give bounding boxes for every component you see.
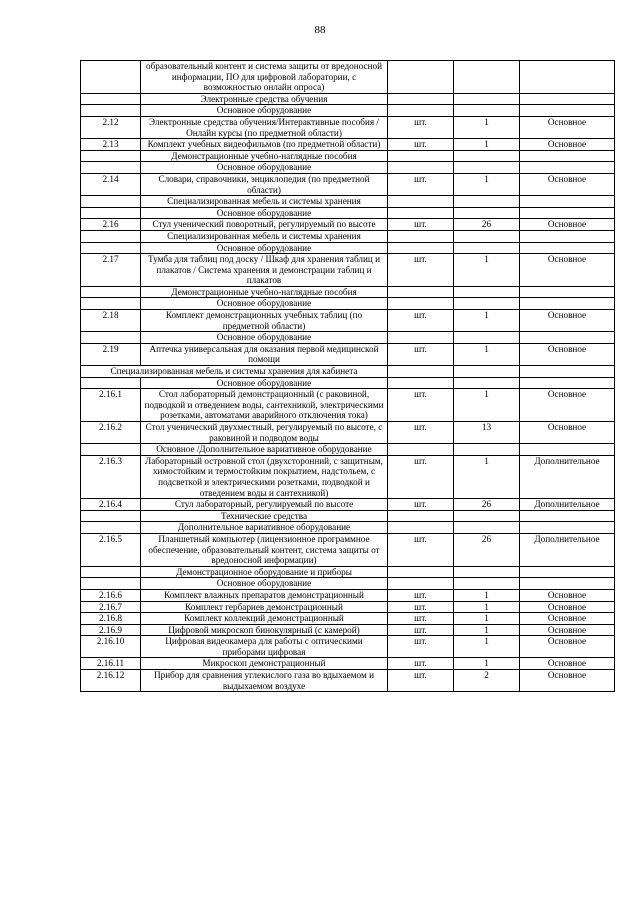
table-row: [81, 613, 615, 625]
section-blank-cell: [81, 207, 141, 219]
section-row: [81, 522, 615, 534]
section-blank-cell: [520, 332, 615, 344]
item-type: Основное: [520, 173, 615, 195]
section-blank-cell: [81, 162, 141, 174]
item-type: Основное: [520, 636, 615, 658]
section-blank-cell: [520, 566, 615, 578]
section-blank-cell: [81, 93, 141, 105]
table-row: [81, 422, 615, 444]
item-name: Цифровая видеокамера для работы с оптическими приборами цифровая: [141, 636, 388, 658]
section-blank-cell: [520, 510, 615, 522]
item-quantity: 1: [454, 624, 520, 636]
item-type: Основное: [520, 613, 615, 625]
section-blank-cell: [388, 93, 454, 105]
item-unit: шт.: [388, 139, 454, 151]
section-blank-cell: [454, 286, 520, 298]
section-blank-cell: [454, 150, 520, 162]
item-unit: шт.: [388, 624, 454, 636]
section-blank-cell: [520, 150, 615, 162]
item-name: Комплект влажных препаратов демонстрационный: [141, 589, 388, 601]
item-type: [520, 61, 615, 94]
table-row: [81, 499, 615, 511]
item-unit: шт.: [388, 422, 454, 444]
item-name: Стол лабораторный демонстрационный (с раковиной, подводкой и отведением воды, сантехникой, электрическими розетками, автоматами аварийного отключения тока): [141, 389, 388, 422]
item-quantity: 1: [454, 455, 520, 498]
section-row: [81, 93, 615, 105]
section-blank-cell: [388, 566, 454, 578]
section-blank-cell: [388, 162, 454, 174]
section-blank-cell: [454, 196, 520, 208]
item-name: Комплект коллекций демонстрационный: [141, 613, 388, 625]
section-blank-cell: [388, 366, 454, 378]
item-unit: шт.: [388, 613, 454, 625]
section-blank-cell: [454, 105, 520, 117]
table-row: [81, 343, 615, 365]
section-blank-cell: [81, 230, 141, 242]
item-name: Стул ученический поворотный, регулируемый по высоте: [141, 219, 388, 231]
item-unit: шт.: [388, 499, 454, 511]
section-blank-cell: [388, 332, 454, 344]
section-blank-cell: [520, 298, 615, 310]
row-number: 2.17: [81, 254, 141, 287]
item-name: образовательный контент и система защиты от вредоносной информации, ПО для цифровой лаборатории, с возможностью онлайн опроса): [141, 61, 388, 94]
section-blank-cell: [388, 150, 454, 162]
section-blank-cell: [81, 196, 141, 208]
section-heading: Технические средства: [141, 510, 388, 522]
item-unit: шт.: [388, 636, 454, 658]
row-number: 2.16.10: [81, 636, 141, 658]
section-row: [81, 510, 615, 522]
section-row: [81, 578, 615, 590]
section-blank-cell: [520, 242, 615, 254]
item-type: Основное: [520, 624, 615, 636]
section-heading: Специализированная мебель и системы хранения: [141, 230, 388, 242]
section-row: [81, 230, 615, 242]
item-name: Стол ученический двухместный, регулируемый по высоте, с раковиной и подводом воды: [141, 422, 388, 444]
section-row: [81, 566, 615, 578]
section-blank-cell: [520, 93, 615, 105]
row-number: 2.14: [81, 173, 141, 195]
section-blank-cell: [454, 242, 520, 254]
item-quantity: 1: [454, 589, 520, 601]
section-heading: Демонстрационные учебно-наглядные пособия: [141, 286, 388, 298]
table-row: [81, 533, 615, 566]
section-blank-cell: [454, 366, 520, 378]
section-blank-cell: [388, 522, 454, 534]
row-number: 2.18: [81, 310, 141, 332]
item-name: Комплект гербариев демонстрационный: [141, 601, 388, 613]
equipment-table-body: [81, 61, 615, 692]
item-type: Основное: [520, 422, 615, 444]
section-blank-cell: [81, 150, 141, 162]
item-unit: шт.: [388, 254, 454, 287]
row-number: 2.16.11: [81, 658, 141, 670]
section-heading-wide: Специализированная мебель и системы хранения для кабинета: [81, 366, 388, 378]
section-blank-cell: [520, 522, 615, 534]
item-type: Основное: [520, 601, 615, 613]
section-blank-cell: [454, 332, 520, 344]
section-blank-cell: [388, 578, 454, 590]
item-quantity: 1: [454, 343, 520, 365]
item-type: Основное: [520, 219, 615, 231]
item-name: Комплект демонстрационных учебных таблиц (по предметной области): [141, 310, 388, 332]
section-blank-cell: [81, 332, 141, 344]
section-blank-cell: [454, 578, 520, 590]
section-blank-cell: [454, 162, 520, 174]
section-blank-cell: [520, 230, 615, 242]
section-blank-cell: [454, 298, 520, 310]
row-number: 2.13: [81, 139, 141, 151]
section-blank-cell: [520, 444, 615, 456]
item-quantity: 26: [454, 219, 520, 231]
section-blank-cell: [388, 242, 454, 254]
section-blank-cell: [454, 207, 520, 219]
item-name: Комплект учебных видеофильмов (по предметной области): [141, 139, 388, 151]
section-blank-cell: [388, 377, 454, 389]
item-unit: шт.: [388, 589, 454, 601]
item-quantity: 1: [454, 636, 520, 658]
section-row: [81, 377, 615, 389]
section-row: [81, 286, 615, 298]
section-blank-cell: [454, 522, 520, 534]
table-row: [81, 658, 615, 670]
row-number: 2.16.12: [81, 670, 141, 692]
section-blank-cell: [388, 230, 454, 242]
section-blank-cell: [454, 444, 520, 456]
item-type: Основное: [520, 254, 615, 287]
item-unit: шт.: [388, 533, 454, 566]
item-type: Дополнительное: [520, 533, 615, 566]
table-row: [81, 310, 615, 332]
section-blank-cell: [81, 510, 141, 522]
section-row: [81, 162, 615, 174]
table-row: [81, 624, 615, 636]
item-unit: шт.: [388, 343, 454, 365]
item-quantity: 1: [454, 310, 520, 332]
table-row: [81, 636, 615, 658]
table-row: [81, 589, 615, 601]
item-unit: шт.: [388, 658, 454, 670]
item-quantity: 1: [454, 116, 520, 138]
item-unit: [388, 61, 454, 94]
section-blank-cell: [388, 196, 454, 208]
section-heading: Основное оборудование: [141, 377, 388, 389]
section-row: [81, 150, 615, 162]
item-unit: шт.: [388, 670, 454, 692]
section-blank-cell: [520, 162, 615, 174]
item-name: Словари, справочники, энциклопедия (по предметной области): [141, 173, 388, 195]
row-number: 2.16.4: [81, 499, 141, 511]
item-name: Стул лабораторный, регулируемый по высоте: [141, 499, 388, 511]
item-unit: шт.: [388, 310, 454, 332]
row-number: 2.16.3: [81, 455, 141, 498]
item-name: Цифровой микроскоп бинокулярный (с камерой): [141, 624, 388, 636]
section-row-wide: [81, 366, 615, 378]
section-heading: Демонстрационное оборудование и приборы: [141, 566, 388, 578]
section-blank-cell: [520, 105, 615, 117]
section-blank-cell: [454, 377, 520, 389]
item-quantity: [454, 61, 520, 94]
equipment-table: [80, 60, 615, 692]
section-blank-cell: [81, 286, 141, 298]
section-blank-cell: [388, 510, 454, 522]
section-blank-cell: [81, 105, 141, 117]
section-blank-cell: [388, 105, 454, 117]
item-unit: шт.: [388, 173, 454, 195]
section-blank-cell: [81, 444, 141, 456]
table-row: [81, 455, 615, 498]
item-type: Основное: [520, 589, 615, 601]
item-quantity: 1: [454, 601, 520, 613]
item-name: Планшетный компьютер (лицензионное программное обеспечение, образовательный контент, система защиты от вредоносной информации): [141, 533, 388, 566]
section-row: [81, 242, 615, 254]
item-quantity: 13: [454, 422, 520, 444]
item-name: Микроскоп демонстрационный: [141, 658, 388, 670]
item-quantity: 1: [454, 613, 520, 625]
table-row: [81, 601, 615, 613]
section-heading: Электронные средства обучения: [141, 93, 388, 105]
item-type: Дополнительное: [520, 455, 615, 498]
section-blank-cell: [520, 377, 615, 389]
row-number: 2.16: [81, 219, 141, 231]
section-blank-cell: [388, 207, 454, 219]
section-blank-cell: [520, 196, 615, 208]
section-heading: Основное оборудование: [141, 332, 388, 344]
item-type: Основное: [520, 389, 615, 422]
item-name: Аптечка универсальная для оказания первой медицинской помощи: [141, 343, 388, 365]
section-blank-cell: [520, 366, 615, 378]
item-name: Лабораторный островной стол (двухсторонний, с защитным, химостойким и термостойким покрытием, надстольем, с подсветкой и электрическими розетками, подводкой и отведением воды и сантехникой): [141, 455, 388, 498]
section-blank-cell: [454, 510, 520, 522]
item-type: Основное: [520, 310, 615, 332]
section-blank-cell: [520, 286, 615, 298]
section-row: [81, 332, 615, 344]
row-number: 2.16.9: [81, 624, 141, 636]
section-blank-cell: [81, 377, 141, 389]
section-heading: Основное оборудование: [141, 578, 388, 590]
section-heading: Специализированная мебель и системы хранения: [141, 196, 388, 208]
item-unit: шт.: [388, 219, 454, 231]
item-type: Дополнительное: [520, 499, 615, 511]
row-number: 2.16.6: [81, 589, 141, 601]
item-unit: шт.: [388, 455, 454, 498]
row-number: [81, 61, 141, 94]
section-blank-cell: [454, 230, 520, 242]
section-row: [81, 105, 615, 117]
item-quantity: 1: [454, 173, 520, 195]
section-blank-cell: [454, 93, 520, 105]
section-heading: Основное оборудование: [141, 207, 388, 219]
item-quantity: 26: [454, 533, 520, 566]
row-number: 2.16.5: [81, 533, 141, 566]
item-unit: шт.: [388, 389, 454, 422]
table-row: [81, 139, 615, 151]
item-type: Основное: [520, 343, 615, 365]
section-blank-cell: [520, 578, 615, 590]
section-blank-cell: [388, 298, 454, 310]
row-number: 2.19: [81, 343, 141, 365]
section-blank-cell: [388, 444, 454, 456]
section-heading: Дополнительное вариативное оборудование: [141, 522, 388, 534]
item-name: Прибор для сравнения углекислого газа во вдыхаемом и выдыхаемом воздухе: [141, 670, 388, 692]
item-quantity: 1: [454, 389, 520, 422]
section-row: [81, 298, 615, 310]
item-type: Основное: [520, 670, 615, 692]
section-heading: Основное оборудование: [141, 298, 388, 310]
section-row: [81, 207, 615, 219]
item-unit: шт.: [388, 116, 454, 138]
row-number: 2.16.1: [81, 389, 141, 422]
table-row: [81, 116, 615, 138]
section-blank-cell: [520, 207, 615, 219]
section-heading: Демонстрационные учебно-наглядные пособия: [141, 150, 388, 162]
section-heading: Основное оборудование: [141, 105, 388, 117]
section-heading: Основное оборудование: [141, 162, 388, 174]
section-blank-cell: [81, 298, 141, 310]
item-type: Основное: [520, 139, 615, 151]
section-blank-cell: [81, 566, 141, 578]
item-quantity: 1: [454, 254, 520, 287]
row-number: 2.12: [81, 116, 141, 138]
page-number: 88: [314, 24, 326, 36]
section-heading: Основное /Дополнительное вариативное оборудование: [141, 444, 388, 456]
item-name: Тумба для таблиц под доску / Шкаф для хранения таблиц и плакатов / Система хранения и демонстрации таблиц и плакатов: [141, 254, 388, 287]
table-row: [81, 219, 615, 231]
table-row: [81, 670, 615, 692]
item-name: Электронные средства обучения/Интерактивные пособия / Онлайн курсы (по предметной области): [141, 116, 388, 138]
section-blank-cell: [454, 566, 520, 578]
table-row: [81, 173, 615, 195]
section-blank-cell: [388, 286, 454, 298]
table-row: [81, 254, 615, 287]
item-quantity: 1: [454, 658, 520, 670]
item-quantity: 2: [454, 670, 520, 692]
item-unit: шт.: [388, 601, 454, 613]
table-row: [81, 61, 615, 94]
item-quantity: 1: [454, 139, 520, 151]
row-number: 2.16.8: [81, 613, 141, 625]
section-row: [81, 196, 615, 208]
section-heading: Основное оборудование: [141, 242, 388, 254]
table-row: [81, 389, 615, 422]
item-quantity: 26: [454, 499, 520, 511]
section-blank-cell: [81, 522, 141, 534]
row-number: 2.16.7: [81, 601, 141, 613]
section-blank-cell: [81, 578, 141, 590]
section-blank-cell: [81, 242, 141, 254]
row-number: 2.16.2: [81, 422, 141, 444]
item-type: Основное: [520, 116, 615, 138]
item-type: Основное: [520, 658, 615, 670]
section-row: [81, 444, 615, 456]
